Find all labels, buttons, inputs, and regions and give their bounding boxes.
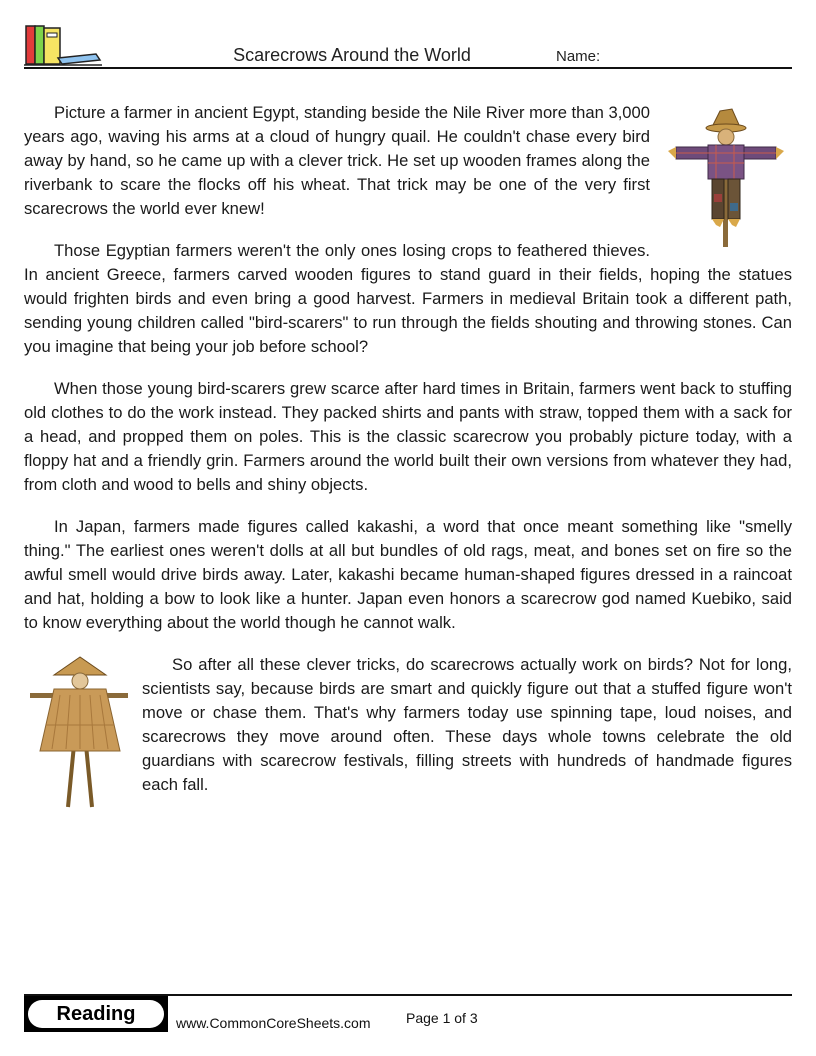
paragraph-5: So after all these clever tricks, do scarecrows actually work on birds? Not for long, scientists say, because birds are smart and quickly figure out that a stuffed figure won't move or chase them. That's why farmers today use spinning tape, loud noises, and scarecrows they move around often. These days whole towns celebrate the old guardians with scarecrow festivals, filling streets with hundreds of handmade figures each fall. [142, 655, 792, 794]
site-url: www.CommonCoreSheets.com [176, 1015, 371, 1031]
scarecrow-straw-raincoat-image [24, 655, 134, 811]
worksheet-footer [24, 994, 792, 1034]
subject-badge [24, 996, 168, 1032]
worksheet-header [24, 0, 792, 70]
page-title: Scarecrows Around the World [233, 45, 471, 65]
paragraph-3: When those young bird-scarers grew scarce after hard times in Britain, farmers went back to stuffing old clothes to do the work instead. They packed shirts and pants with straw, topped them with a sack for a head, and propped them on poles. This is the classic scarecrow you probably picture today, with a floppy hat and a friendly grin. Farmers around the world built their own versions from whatever they had, from cloth and wood to bells and shiny objects. [24, 379, 792, 494]
paragraph-2: Those Egyptian farmers weren't the only ones losing crops to feathered thieves. In ancient Greece, farmers carved wooden figures to stand guard in their fields, hoping the statues would frighten birds and even bring a good harvest. Farmers in medieval Britain took a different path, sending young children called "bird-scarers" to run through the fields shouting and throwing stones. Can you imagine that being your job before school? [24, 241, 792, 356]
paragraph-4: In Japan, farmers made figures called kakashi, a word that once meant something like "smelly thing." The earliest ones weren't dolls at all but bundles of old rags, meat, and bones set on fire so the awful smell would drive birds away. Later, kakashi became human-shaped figures dressed in a raincoat and hat, holding a bow to look like a hunter. Japan even honors a scarecrow god named Kuebiko, said to know everything about the world though he cannot walk. [24, 517, 792, 632]
subject-badge-label: Reading [28, 1000, 164, 1028]
header-divider [24, 67, 792, 69]
paragraph-1: Picture a farmer in ancient Egypt, standing beside the Nile River more than 3,000 years ago, waving his arms at a cloud of hungry quail. He couldn't chase every bird away by hand, so he came up with a clever trick. He set up wooden frames along the riverbank to scare the flocks off his wheat. That trick may be one of the very first scarecrows the world ever knew! [24, 103, 650, 218]
scarecrow-plaid-shirt-image [660, 99, 792, 249]
reading-passage [24, 101, 792, 815]
name-label: Name: [556, 48, 601, 65]
books-logo-icon [24, 24, 104, 68]
page-number: Page 1 of 3 [406, 1010, 478, 1026]
